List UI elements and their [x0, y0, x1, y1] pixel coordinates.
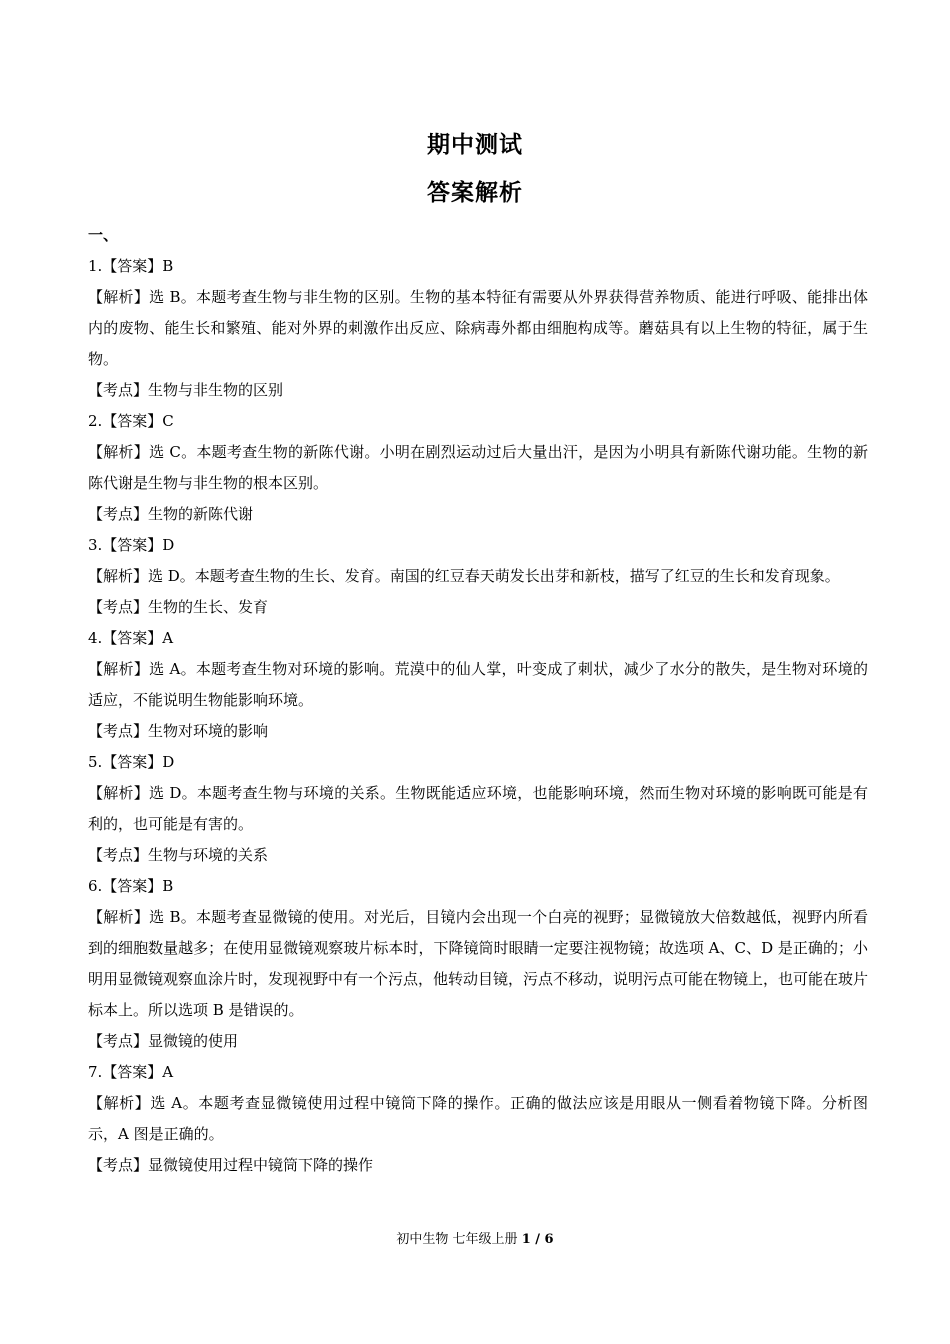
page-footer — [0, 1228, 950, 1247]
q7-answer: 7.【答案】A — [88, 1063, 174, 1081]
q1-answer: 1.【答案】B — [88, 257, 174, 275]
q3-analysis: 【解析】选 D。本题考查生物的生长、发育。南国的红豆春天萌发长出芽和新枝，描写了红豆的生长和发育现象。 — [88, 567, 840, 585]
q3-point: 【考点】生物的生长、发育 — [88, 598, 269, 616]
page-subtitle: 答案解析 — [427, 180, 523, 206]
q4-analysis: 【解析】选 A。本题考查生物对环境的影响。荒漠中的仙人掌，叶变成了刺状，减少了水分的散失，是生物对环境的适应，不能说明生物能影响环境。 — [88, 660, 868, 709]
q5-point: 【考点】生物与环境的关系 — [88, 846, 269, 864]
answer-content — [88, 220, 868, 1181]
q5-analysis: 【解析】选 D。本题考查生物与环境的关系。生物既能适应环境，也能影响环境，然而生物对环境的影响既可能是有利的，也可能是有害的。 — [88, 784, 868, 833]
q1-point: 【考点】生物与非生物的区别 — [88, 381, 284, 399]
section-heading: 一、 — [88, 226, 119, 244]
page-title: 期中测试 — [427, 132, 523, 158]
q4-answer: 4.【答案】A — [88, 629, 174, 647]
q7-analysis: 【解析】选 A。本题考查显微镜使用过程中镜筒下降的操作。正确的做法应该是用眼从一侧看着物镜下降。分析图示，A 图是正确的。 — [88, 1094, 868, 1143]
q2-answer: 2.【答案】C — [88, 412, 174, 430]
q4-point: 【考点】生物对环境的影响 — [88, 722, 269, 740]
footer-page-number: 1 / 6 — [521, 1232, 554, 1247]
q6-answer: 6.【答案】B — [88, 877, 174, 895]
q2-analysis: 【解析】选 C。本题考查生物的新陈代谢。小明在剧烈运动过后大量出汗，是因为小明具有新陈代谢功能。生物的新陈代谢是生物与非生物的根本区别。 — [88, 443, 868, 492]
q7-point: 【考点】显微镜使用过程中镜筒下降的操作 — [88, 1156, 374, 1174]
q1-analysis: 【解析】选 B。本题考查生物与非生物的区别。生物的基本特征有需要从外界获得营养物质、能进行呼吸、能排出体内的废物、能生长和繁殖、能对外界的刺激作出反应、除病毒外都由细胞构成等。蘑菇具有以上生物的特征，属于生物。 — [88, 288, 868, 368]
q6-analysis: 【解析】选 B。本题考查显微镜的使用。对光后，目镜内会出现一个白亮的视野；显微镜放大倍数越低，视野内所看到的细胞数量越多；在使用显微镜观察玻片标本时，下降镜筒时眼睛一定要注视物镜；故选项 A、C、D 是正确的；小明用显微镜观察血涂片时，发现视野中有一个污点，他转动目镜，污点不移动，说明污点可能在物镜上，也可能在玻片标本上。所以选项 B 是错误的。 — [88, 908, 869, 1019]
footer-course: 初中生物 七年级上册 — [396, 1232, 518, 1247]
q2-point: 【考点】生物的新陈代谢 — [88, 505, 254, 523]
q5-answer: 5.【答案】D — [88, 753, 175, 771]
q3-answer: 3.【答案】D — [88, 536, 175, 554]
q6-point: 【考点】显微镜的使用 — [88, 1032, 239, 1050]
